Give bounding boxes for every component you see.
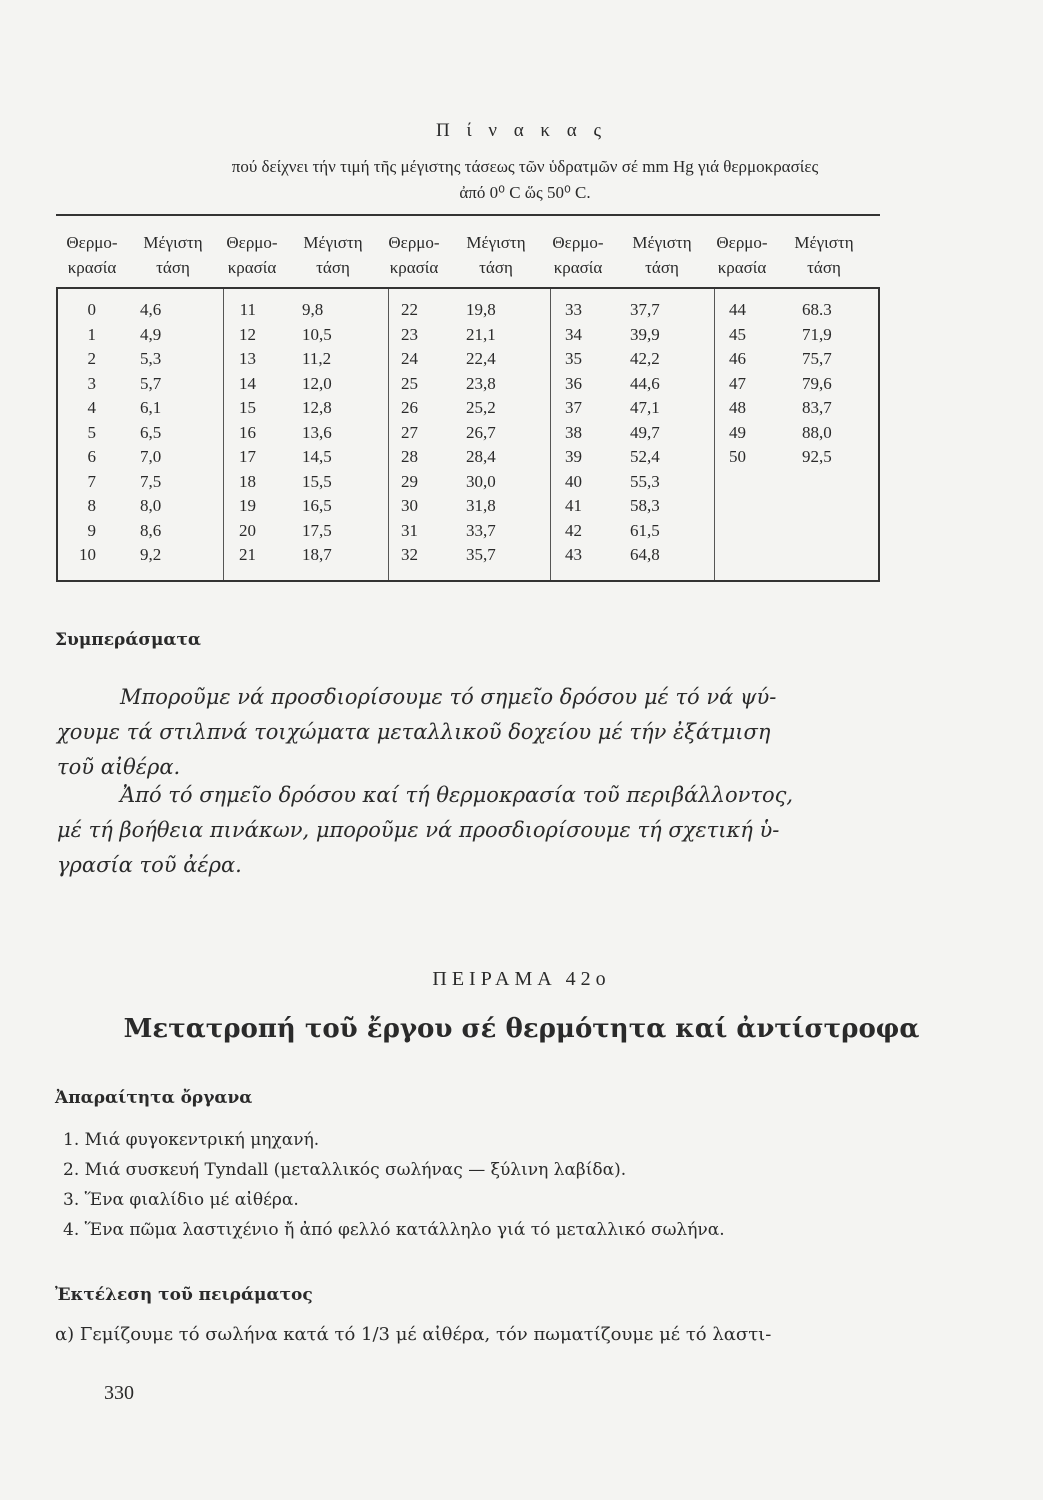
table-header-line-2: κρασία [227,258,277,277]
table-pressure-cell: 17,5 [302,520,332,540]
table-pressure-cell: 30,0 [466,471,496,491]
table-pressure-cell: 12,0 [302,373,332,393]
table-pressure-cell: 4,9 [140,324,162,344]
table-pressure-cell: 44,6 [630,373,660,393]
table-temperature-cell: 31 [401,520,418,540]
table-header-line-2: κρασία [717,258,767,277]
table-temperature-cell: 22 [401,300,418,319]
table-temperature-cell: 28 [401,447,418,466]
table-header-cell [211,230,293,280]
conclusion-1-line-2: χουμε τά στιλπνά τοιχώματα μεταλλικοῦ δοχείου μέ τήν ἐξάτμιση [57,720,771,744]
materials-heading: Ἀπαραίτητα ὄργανα [55,1088,253,1108]
execution-step-a: α) Γεμίζουμε τό σωλήνα κατά τό 1/3 μέ αἰθέρα, τόν πωματίζουμε μέ τό λαστι- [55,1324,772,1345]
table-temperature-cell: 3 [87,373,96,393]
table-temperature-cell: 50 [729,447,746,466]
table-pressure-cell: 33,7 [466,520,496,540]
table-pressure-cell: 64,8 [630,545,660,564]
table-temperature-cell: 37 [565,398,582,417]
table-temperature-cell: 44 [729,300,746,319]
table-header-row [56,230,880,280]
table-pressure-cell: 9,8 [302,300,324,319]
table-temperature-cell: 48 [729,398,746,417]
conclusions-heading: Συμπεράσματα [55,630,202,650]
table-pressure-cell: 92,5 [802,447,832,466]
table-temperature-cell: 27 [401,422,418,442]
table-pressure-cell: 12,8 [302,398,332,417]
table-temperature-cell: 15 [239,398,256,417]
table-temperature-cell: 2 [87,349,96,368]
table-pressure-cell: 61,5 [630,520,660,540]
table-pressure-cell: 5,3 [140,349,162,368]
table-pressure-cell: 42,2 [630,349,660,368]
table-header-line-1: Μέγιστη [794,233,854,252]
table-temperature-cell: 38 [565,422,582,442]
conclusion-2-line-1: Ἀπό τό σημεῖο δρόσου καί τή θερμοκρασία τοῦ περιβάλλοντος, [120,783,794,807]
table-pressure-cell: 22,4 [466,349,496,368]
table-top-rule [56,214,880,216]
table-title: Π ί ν α κ α ς [436,120,607,141]
table-header-cell [132,230,214,280]
table-pressure-cell: 9,2 [140,545,162,564]
table-pressure-cell: 75,7 [802,349,832,368]
table-pressure-cell: 13,6 [302,422,332,442]
table-header-cell [537,230,619,280]
table-pressure-cell: 21,1 [466,324,496,344]
table-temperature-cell: 17 [239,447,256,466]
table-header-line-2: κρασία [67,258,117,277]
table-pressure-cell: 6,1 [140,398,162,417]
table-temperature-cell: 12 [239,324,256,344]
table-pressure-cell: 49,7 [630,422,660,442]
table-header-line-1: Μέγιστη [466,233,526,252]
table-pressure-cell: 79,6 [802,373,832,393]
table-pressure-cell: 39,9 [630,324,660,344]
table-temperature-cell: 4 [87,398,96,417]
conclusion-paragraph-1 [57,680,880,785]
table-temperature-cell: 49 [729,422,746,442]
table-temperature-cell: 20 [239,520,256,540]
table-temperature-cell: 19 [239,496,256,515]
table-temperature-cell: 35 [565,349,582,368]
table-pressure-cell: 8,6 [140,520,162,540]
table-temperature-cell: 40 [565,471,582,491]
table-header-cell [51,230,133,280]
table-header-cell [292,230,374,280]
table-temperature-cell: 29 [401,471,418,491]
materials-item-2: 2. Μιά συσκευή Tyndall (μεταλλικός σωλήνας — ξύλινη λαβίδα). [63,1160,627,1180]
table-pressure-cell: 7,5 [140,471,162,491]
table-pressure-cell: 4,6 [140,300,162,319]
table-header-line-1: Μέγιστη [632,233,692,252]
table-caption-line-1: πού δείχνει τήν τιμή τῆς μέγιστης τάσεως τῶν ὑδρατμῶν σέ mm Hg γιά θερμοκρασίες [231,157,819,176]
table-pressure-cell: 10,5 [302,324,332,344]
table-temperature-cell: 5 [87,422,96,442]
table-pressure-cell: 19,8 [466,300,496,319]
materials-item-4: 4. Ἕνα πῶμα λαστιχένιο ἤ ἀπό φελλό κατάλληλο γιά τό μεταλλικό σωλήνα. [63,1220,725,1240]
table-pressure-cell: 16,5 [302,496,332,515]
conclusion-2-line-3: γρασία τοῦ ἀέρα. [57,853,242,877]
conclusion-1-line-1: Μποροῦμε νά προσδιορίσουμε τό σημεῖο δρόσου μέ τό νά ψύ- [120,685,777,709]
table-temperature-cell: 46 [729,349,746,368]
table-pressure-cell: 26,7 [466,422,496,442]
table-temperature-cell: 0 [87,300,96,319]
table-temperature-cell: 1 [87,324,96,344]
table-temperature-cell: 42 [565,520,582,540]
table-temperature-cell: 16 [239,422,256,442]
table-pressure-cell: 15,5 [302,471,332,491]
table-temperature-cell: 33 [565,300,582,319]
table-caption [105,154,945,206]
table-temperature-cell: 23 [401,324,418,344]
table-header-line-1: Θερμο- [66,233,118,252]
table-pressure-cell: 83,7 [802,398,832,417]
table-temperature-cell: 11 [239,300,256,319]
table-pressure-cell: 37,7 [630,300,660,319]
table-pressure-cell: 28,4 [466,447,496,466]
table-header-line-1: Θερμο- [226,233,278,252]
table-pressure-cell: 6,5 [140,422,162,442]
table-temperature-cell: 47 [729,373,746,393]
table-temperature-cell: 21 [239,545,256,564]
table-pressure-cell: 11,2 [302,349,332,368]
table-header-line-1: Θερμο- [388,233,440,252]
table-header-line-1: Μέγιστη [143,233,203,252]
table-temperature-cell: 45 [729,324,746,344]
table-temperature-cell: 14 [239,373,256,393]
table-caption-line-2: ἀπό 0⁰ C ὥς 50⁰ C. [459,183,591,202]
conclusion-2-line-2: μέ τή βοήθεια πινάκων, μποροῦμε νά προσδιορίσουμε τή σχετική ὑ- [57,818,780,842]
table-pressure-cell: 71,9 [802,324,832,344]
table-header-line-1: Θερμο- [552,233,604,252]
table-pressure-cell: 35,7 [466,545,496,564]
table-temperature-cell: 18 [239,471,256,491]
table-temperature-cell: 26 [401,398,418,417]
table-header-line-2: κρασία [553,258,603,277]
table-temperature-cell: 6 [87,447,96,466]
conclusion-paragraph-2 [57,778,880,883]
table-header-cell [621,230,703,280]
table-temperature-cell: 7 [87,471,96,491]
conclusion-1-line-3: τοῦ αἰθέρα. [57,755,181,779]
table-header-cell [701,230,783,280]
table-header-cell [783,230,865,280]
table-header-line-2: τάση [479,258,513,277]
table-temperature-cell: 41 [565,496,582,515]
table-pressure-cell: 52,4 [630,447,660,466]
table-header-line-2: τάση [156,258,190,277]
table-temperature-cell: 43 [565,545,582,564]
table-pressure-cell: 14,5 [302,447,332,466]
table-pressure-cell: 25,2 [466,398,496,417]
execution-heading: Ἐκτέλεση τοῦ πειράματος [55,1285,313,1305]
table-temperature-cell: 39 [565,447,582,466]
table-temperature-cell: 13 [239,349,256,368]
table-pressure-cell: 47,1 [630,398,660,417]
table-pressure-cell: 5,7 [140,373,162,393]
table-temperature-cell: 34 [565,324,582,344]
table-pressure-cell: 88,0 [802,422,832,442]
table-pressure-cell: 58,3 [630,496,660,515]
table-header-line-1: Μέγιστη [303,233,363,252]
experiment-title: Μετατροπή τοῦ ἔργου σέ θερμότητα καί ἀντίστροφα [123,1014,920,1044]
materials-item-1: 1. Μιά φυγοκεντρική μηχανή. [63,1130,320,1150]
table-pressure-cell: 55,3 [630,471,660,491]
table-pressure-cell: 8,0 [140,496,162,515]
table-temperature-cell: 30 [401,496,418,515]
table-header-line-1: Θερμο- [716,233,768,252]
table-temperature-cell: 9 [87,520,96,540]
table-header-cell [455,230,537,280]
table-temperature-cell: 36 [565,373,582,393]
table-data-box [56,287,880,582]
table-pressure-cell: 18,7 [302,545,332,564]
table-pressure-cell: 31,8 [466,496,496,515]
table-temperature-cell: 24 [401,349,418,368]
table-header-line-2: κρασία [389,258,439,277]
table-temperature-cell: 25 [401,373,418,393]
table-header-line-2: τάση [807,258,841,277]
table-pressure-cell: 68.3 [802,300,832,319]
table-header-line-2: τάση [316,258,350,277]
table-header-line-2: τάση [645,258,679,277]
table-temperature-cell: 8 [87,496,96,515]
page-number: 330 [104,1382,134,1404]
table-temperature-cell: 10 [79,545,96,564]
materials-item-3: 3. Ἕνα φιαλίδιο μέ αἰθέρα. [63,1190,299,1210]
table-pressure-cell: 7,0 [140,447,162,466]
experiment-label: ΠΕΙΡΑΜΑ 42ο [432,968,611,990]
table-header-cell [373,230,455,280]
table-temperature-cell: 32 [401,545,418,564]
table-pressure-cell: 23,8 [466,373,496,393]
